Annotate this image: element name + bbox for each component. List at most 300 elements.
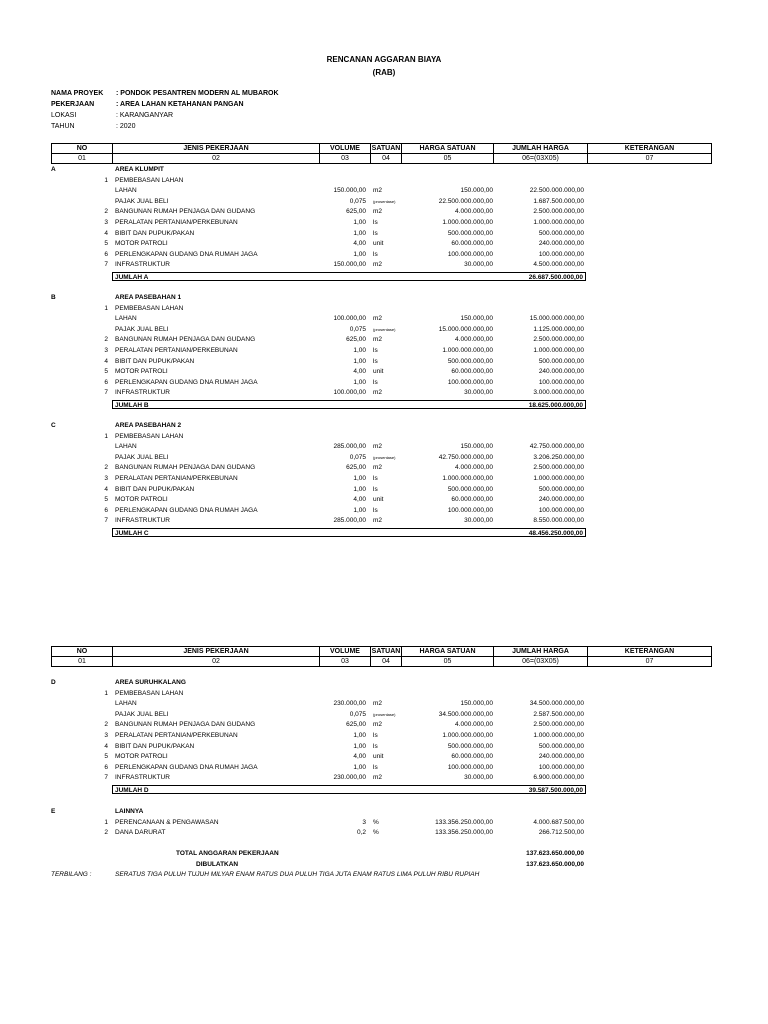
item-unit-price: 500.000.000,00 [447, 357, 493, 365]
item-unit-price: 60.000.000,00 [451, 368, 493, 376]
item-total-price: 1.125.000.000,00 [533, 325, 584, 333]
item-unit: (prosentase) [373, 198, 396, 204]
item-unit: ls [373, 378, 378, 386]
item-unit: (prosentase) [373, 711, 396, 717]
item-unit: m2 [373, 187, 383, 195]
item-volume: 100.000,00 [333, 389, 366, 397]
item-unit-price: 4.000.000,00 [455, 464, 493, 472]
item-number: 7 [104, 389, 108, 397]
item-volume: 1,00 [353, 250, 366, 258]
item-total-price: 6.900.000.000,00 [533, 774, 584, 782]
total-label: TOTAL ANGGARAN PEKERJAAN [176, 850, 279, 857]
item-number: 5 [104, 753, 108, 761]
table-row [0, 250, 768, 260]
subtotal-value: 39.587.500.000,00 [528, 786, 583, 794]
item-number: 4 [104, 357, 108, 365]
item-total-price: 42.750.000.000,00 [529, 443, 584, 451]
table-row [0, 357, 768, 367]
item-description: BIBIT DAN PUPUK/PAKAN [115, 742, 195, 750]
item-unit-price: 150.000,00 [460, 315, 493, 323]
item-unit: ls [373, 219, 378, 226]
item-total-price: 1.000.000.000,00 [533, 475, 584, 482]
col-code: 07 [588, 657, 712, 667]
col-header-volume: VOLUME [320, 144, 371, 154]
item-volume: 150.000,00 [333, 187, 366, 195]
item-volume: 1,00 [353, 506, 366, 514]
item-description: PERLENGKAPAN GUDANG DNA RUMAH JAGA [115, 506, 258, 514]
item-description: PEMBEBASAN LAHAN [115, 689, 184, 697]
item-unit: ls [373, 763, 378, 771]
item-unit: ls [373, 229, 378, 237]
table-row [0, 773, 768, 783]
document-subtitle: (RAB) [372, 68, 396, 77]
item-description: LAHAN [115, 700, 137, 708]
item-unit-price: 1.000.000.000,00 [442, 347, 493, 354]
table-row [0, 388, 768, 398]
table-row [0, 463, 768, 473]
col-header-harga-satuan: HARGA SATUAN [402, 647, 494, 657]
section-code: C [51, 422, 56, 429]
item-unit-price: 100.000.000,00 [447, 378, 493, 386]
item-total-price: 34.500.000.000,00 [529, 700, 584, 708]
item-total-price: 266.712.500,00 [538, 829, 584, 837]
table-row [0, 453, 768, 463]
item-number: 2 [104, 829, 108, 837]
col-code: 06=(03X05) [494, 154, 588, 164]
item-number: 7 [104, 774, 108, 782]
section-name: AREA SURUHKALANG [115, 679, 186, 686]
item-unit-price: 1.000.000.000,00 [442, 732, 493, 739]
item-unit-price: 4.000.000,00 [455, 336, 493, 344]
table-row [0, 304, 768, 314]
table-row [0, 752, 768, 762]
table-row [0, 207, 768, 217]
item-number: 2 [104, 721, 108, 729]
item-number: 5 [104, 240, 108, 248]
item-unit: m2 [373, 261, 383, 269]
table-row [0, 346, 768, 356]
item-unit-price: 133.356.250.000,00 [435, 818, 493, 826]
item-unit-price: 30.000,00 [464, 389, 493, 397]
item-unit-price: 30.000,00 [464, 517, 493, 525]
item-unit-price: 150.000,00 [460, 700, 493, 708]
item-total-price: 100.000.000,00 [538, 378, 584, 386]
item-description: PERALATAN PERTANIAN/PERKEBUNAN [115, 347, 238, 354]
item-total-price: 500.000.000,00 [538, 229, 584, 237]
item-total-price: 100.000.000,00 [538, 506, 584, 514]
col-code: 05 [402, 154, 494, 164]
subtotal-value: 18.625.000.000,00 [528, 401, 583, 409]
item-number: 7 [104, 517, 108, 525]
item-volume: 1,00 [353, 347, 366, 354]
section-name: AREA PASEBAHAN 2 [115, 422, 182, 429]
item-volume: 625,00 [346, 336, 366, 344]
table-row [0, 495, 768, 505]
section-name: LAINNYA [115, 808, 144, 815]
col-code: 07 [588, 154, 712, 164]
table-row [0, 485, 768, 495]
info-value: : KARANGANYAR [116, 112, 174, 119]
item-volume: 230.000,00 [333, 774, 366, 782]
item-unit: m2 [373, 700, 383, 708]
item-description: PERALATAN PERTANIAN/PERKEBUNAN [115, 475, 238, 482]
item-description: INFRASTRUKTUR [115, 261, 170, 269]
subtotal-row [112, 272, 586, 281]
col-code: 05 [402, 657, 494, 667]
col-header-keterangan: KETERANGAN [588, 144, 712, 154]
item-description: INFRASTRUKTUR [115, 389, 170, 397]
item-description: BIBIT DAN PUPUK/PAKAN [115, 485, 195, 493]
item-unit: unit [373, 753, 384, 761]
table-row [0, 378, 768, 388]
table-row [0, 710, 768, 720]
item-description: BANGUNAN RUMAH PENJAGA DAN GUDANG [115, 464, 256, 472]
table-row [0, 689, 768, 699]
col-header-keterangan: KETERANGAN [588, 647, 712, 657]
item-volume: 625,00 [346, 721, 366, 729]
item-volume: 0,075 [349, 197, 366, 205]
col-header-jumlah-harga: JUMLAH HARGA [494, 144, 588, 154]
item-total-price: 100.000.000,00 [538, 250, 584, 258]
col-code: 04 [371, 657, 402, 667]
table-row [0, 699, 768, 709]
item-total-price: 240.000.000,00 [538, 753, 584, 761]
table-row [0, 335, 768, 345]
item-unit-price: 100.000.000,00 [447, 763, 493, 771]
section-header [0, 165, 768, 175]
item-description: PERLENGKAPAN GUDANG DNA RUMAH JAGA [115, 378, 258, 386]
table-row [0, 176, 768, 186]
subtotal-label: JUMLAH D [115, 786, 149, 794]
item-description: PERLENGKAPAN GUDANG DNA RUMAH JAGA [115, 250, 258, 258]
col-header-satuan: SATUAN [371, 648, 401, 655]
table-header [51, 143, 712, 164]
item-unit-price: 100.000.000,00 [447, 250, 493, 258]
item-description: PERALATAN PERTANIAN/PERKEBUNAN [115, 219, 238, 226]
item-number: 1 [104, 432, 108, 440]
item-total-price: 240.000.000,00 [538, 368, 584, 376]
table-row [0, 442, 768, 452]
item-number: 7 [104, 261, 108, 269]
item-volume: 1,00 [353, 219, 366, 226]
item-unit-price: 60.000.000,00 [451, 240, 493, 248]
item-unit-price: 30.000,00 [464, 774, 493, 782]
item-total-price: 240.000.000,00 [538, 240, 584, 248]
item-unit: m2 [373, 389, 383, 397]
item-description: MOTOR PATROLI [115, 368, 168, 376]
item-unit: m2 [373, 315, 383, 323]
item-unit: m2 [373, 774, 383, 782]
section-name: AREA PASEBAHAN 1 [115, 294, 182, 301]
table-row [0, 828, 768, 838]
item-unit-price: 30.000,00 [464, 261, 493, 269]
col-header-no: NO [52, 144, 113, 154]
subtotal-label: JUMLAH B [115, 401, 149, 409]
section-header [0, 678, 768, 688]
item-volume: 285.000,00 [333, 517, 366, 525]
table-row [0, 742, 768, 752]
item-total-price: 3.000.000.000,00 [533, 389, 584, 397]
section-header [0, 293, 768, 303]
item-total-price: 2.500.000.000,00 [533, 336, 584, 344]
item-number: 6 [104, 763, 108, 771]
item-unit-price: 500.000.000,00 [447, 229, 493, 237]
col-code: 03 [320, 657, 371, 667]
item-total-price: 2.500.000.000,00 [533, 464, 584, 472]
item-description: LAHAN [115, 315, 137, 323]
item-total-price: 2.500.000.000,00 [533, 721, 584, 729]
item-volume: 0,075 [349, 710, 366, 718]
terbilang-label: TERBILANG : [51, 871, 92, 878]
table-row [0, 763, 768, 773]
info-value: : PONDOK PESANTREN MODERN AL MUBAROK [116, 90, 279, 97]
item-total-price: 22.500.000.000,00 [529, 187, 584, 195]
item-volume: 1,00 [353, 357, 366, 365]
item-number: 3 [104, 475, 108, 482]
item-number: 6 [104, 250, 108, 258]
item-total-price: 4.000.687.500,00 [533, 818, 584, 826]
total-value: 137.623.650.000,00 [526, 850, 584, 857]
item-unit: m2 [373, 517, 383, 525]
item-total-price: 500.000.000,00 [538, 485, 584, 493]
table-row [0, 218, 768, 228]
table-row [0, 239, 768, 249]
item-description: PEMBEBASAN LAHAN [115, 432, 184, 440]
item-total-price: 500.000.000,00 [538, 357, 584, 365]
subtotal-row [112, 785, 586, 794]
info-value: : 2020 [116, 123, 136, 130]
item-total-price: 4.500.000.000,00 [533, 261, 584, 269]
item-volume: 4,00 [353, 240, 366, 248]
item-volume: 100.000,00 [333, 315, 366, 323]
col-header-jenis: JENIS PEKERJAAN [113, 144, 320, 154]
item-number: 4 [104, 485, 108, 493]
col-header-jenis: JENIS PEKERJAAN [113, 647, 320, 657]
item-unit: ls [373, 506, 378, 514]
table-row [0, 474, 768, 484]
item-volume: 4,00 [353, 496, 366, 504]
info-label: TAHUN [51, 123, 75, 130]
item-unit: ls [373, 347, 378, 354]
item-unit-price: 500.000.000,00 [447, 742, 493, 750]
rounded-label: DIBULATKAN [196, 861, 239, 868]
info-value: : AREA LAHAN KETAHANAN PANGAN [116, 101, 244, 108]
item-unit: unit [373, 368, 384, 376]
section-code: B [51, 294, 56, 301]
col-header-no: NO [52, 647, 113, 657]
item-unit-price: 150.000,00 [460, 187, 493, 195]
item-total-price: 2.500.000.000,00 [533, 208, 584, 216]
item-unit: unit [373, 496, 384, 504]
item-volume: 285.000,00 [333, 443, 366, 451]
col-code: 02 [113, 657, 320, 667]
item-unit-price: 4.000.000,00 [455, 721, 493, 729]
item-volume: 0,2 [356, 829, 366, 837]
item-total-price: 2.587.500.000,00 [533, 710, 584, 718]
item-total-price: 1.687.500.000,00 [533, 197, 584, 205]
item-description: LAHAN [115, 187, 137, 195]
subtotal-label: JUMLAH A [115, 273, 149, 281]
item-description: BANGUNAN RUMAH PENJAGA DAN GUDANG [115, 336, 256, 344]
item-total-price: 15.000.000.000,00 [529, 315, 584, 323]
item-unit: m2 [373, 208, 383, 216]
section-code: E [51, 808, 56, 815]
item-volume: 1,00 [353, 378, 366, 386]
item-unit: ls [373, 475, 378, 482]
terbilang-value: SERATUS TIGA PULUH TUJUH MILYAR ENAM RATUS DUA PULUH TIGA JUTA ENAM RATUS LIMA PULUH RIBU RUPIAH [115, 871, 480, 878]
col-header-harga-satuan: HARGA SATUAN [402, 144, 494, 154]
info-label: NAMA PROYEK [51, 90, 104, 97]
table-row [0, 325, 768, 335]
item-volume: 625,00 [346, 208, 366, 216]
item-description: PAJAK JUAL BELI [115, 325, 169, 333]
col-code: 02 [113, 154, 320, 164]
subtotal-value: 48.456.250.000,00 [528, 529, 583, 537]
table-row [0, 432, 768, 442]
table-header [51, 646, 712, 667]
table-row [0, 229, 768, 239]
item-number: 6 [104, 506, 108, 514]
item-unit-price: 22.500.000.000,00 [438, 197, 493, 205]
item-number: 2 [104, 464, 108, 472]
item-unit: unit [373, 240, 384, 248]
table-row [0, 506, 768, 516]
subtotal-label: JUMLAH C [115, 529, 149, 537]
item-unit: ls [373, 742, 378, 750]
item-unit: (prosentase) [373, 454, 396, 460]
item-number: 2 [104, 336, 108, 344]
item-description: BIBIT DAN PUPUK/PAKAN [115, 229, 195, 237]
item-unit: ls [373, 357, 378, 365]
item-total-price: 1.000.000.000,00 [533, 219, 584, 226]
item-description: DANA DARURAT [115, 829, 166, 837]
item-description: BANGUNAN RUMAH PENJAGA DAN GUDANG [115, 721, 256, 729]
item-total-price: 240.000.000,00 [538, 496, 584, 504]
table-row [0, 197, 768, 207]
item-unit-price: 34.500.000.000,00 [438, 710, 493, 718]
table-row [0, 516, 768, 526]
item-unit-price: 1.000.000.000,00 [442, 219, 493, 226]
table-row [0, 818, 768, 828]
item-unit: % [373, 818, 379, 826]
item-unit-price: 133.356.250.000,00 [435, 829, 493, 837]
col-code: 03 [320, 154, 371, 164]
item-volume: 625,00 [346, 464, 366, 472]
subtotal-row [112, 528, 586, 537]
document-title: RENCANAN AGGARAN BIAYA [326, 55, 442, 64]
item-description: PEMBEBASAN LAHAN [115, 304, 184, 312]
section-name: AREA KLUMPIT [115, 166, 164, 173]
item-volume: 4,00 [353, 368, 366, 376]
col-header-jumlah-harga: JUMLAH HARGA [494, 647, 588, 657]
item-unit-price: 60.000.000,00 [451, 496, 493, 504]
table-row [0, 260, 768, 270]
item-description: LAHAN [115, 443, 137, 451]
item-description: PAJAK JUAL BELI [115, 453, 169, 461]
item-number: 3 [104, 347, 108, 354]
item-unit-price: 150.000,00 [460, 443, 493, 451]
item-number: 5 [104, 496, 108, 504]
col-header-volume: VOLUME [320, 647, 371, 657]
item-number: 2 [104, 208, 108, 216]
item-unit-price: 4.000.000,00 [455, 208, 493, 216]
info-label: LOKASI [51, 112, 77, 119]
item-total-price: 3.206.250.000,00 [533, 453, 584, 461]
item-unit: m2 [373, 464, 383, 472]
item-description: MOTOR PATROLI [115, 753, 168, 761]
subtotal-value: 26.687.500.000,00 [528, 273, 583, 281]
item-total-price: 1.000.000.000,00 [533, 347, 584, 354]
col-code: 06=(03X05) [494, 657, 588, 667]
item-unit: m2 [373, 336, 383, 344]
item-description: PAJAK JUAL BELI [115, 710, 169, 718]
item-unit-price: 15.000.000.000,00 [438, 325, 493, 333]
col-header-satuan: SATUAN [371, 145, 401, 152]
table-row [0, 314, 768, 324]
item-volume: 1,00 [353, 763, 366, 771]
subtotal-row [112, 400, 586, 409]
item-unit: ls [373, 485, 378, 493]
item-volume: 1,00 [353, 742, 366, 750]
item-description: MOTOR PATROLI [115, 496, 168, 504]
item-volume: 150.000,00 [333, 261, 366, 269]
item-total-price: 8.550.000.000,00 [533, 517, 584, 525]
item-total-price: 500.000.000,00 [538, 742, 584, 750]
item-unit: m2 [373, 721, 383, 729]
item-unit: (prosentase) [373, 326, 396, 332]
item-unit: % [373, 829, 379, 837]
item-volume: 1,00 [353, 732, 366, 739]
item-number: 6 [104, 378, 108, 386]
item-number: 1 [104, 176, 108, 184]
item-total-price: 1.000.000.000,00 [533, 732, 584, 739]
item-description: BANGUNAN RUMAH PENJAGA DAN GUDANG [115, 208, 256, 216]
table-row [0, 186, 768, 196]
item-volume: 1,00 [353, 229, 366, 237]
col-code: 04 [371, 154, 402, 164]
item-unit: ls [373, 732, 378, 739]
item-number: 4 [104, 229, 108, 237]
table-row [0, 731, 768, 741]
section-header [0, 807, 768, 817]
item-description: PERLENGKAPAN GUDANG DNA RUMAH JAGA [115, 763, 258, 771]
col-code: 01 [52, 154, 113, 164]
rounded-value: 137.623.650.000,00 [526, 861, 584, 868]
item-description: INFRASTRUKTUR [115, 517, 170, 525]
item-total-price: 100.000.000,00 [538, 763, 584, 771]
item-number: 1 [104, 304, 108, 312]
item-volume: 3 [362, 818, 366, 826]
item-number: 1 [104, 689, 108, 697]
item-description: PAJAK JUAL BELI [115, 197, 169, 205]
item-number: 3 [104, 219, 108, 226]
item-description: BIBIT DAN PUPUK/PAKAN [115, 357, 195, 365]
item-unit-price: 100.000.000,00 [447, 506, 493, 514]
item-volume: 0,075 [349, 453, 366, 461]
info-label: PEKERJAAN [51, 101, 95, 108]
section-code: A [51, 166, 56, 173]
item-volume: 230.000,00 [333, 700, 366, 708]
item-unit-price: 42.750.000.000,00 [438, 453, 493, 461]
item-unit-price: 500.000.000,00 [447, 485, 493, 493]
item-description: INFRASTRUKTUR [115, 774, 170, 782]
item-volume: 1,00 [353, 485, 366, 493]
section-header [0, 421, 768, 431]
item-number: 4 [104, 742, 108, 750]
item-description: PERENCANAAN & PENGAWASAN [115, 818, 219, 826]
table-row [0, 367, 768, 377]
item-number: 3 [104, 732, 108, 739]
